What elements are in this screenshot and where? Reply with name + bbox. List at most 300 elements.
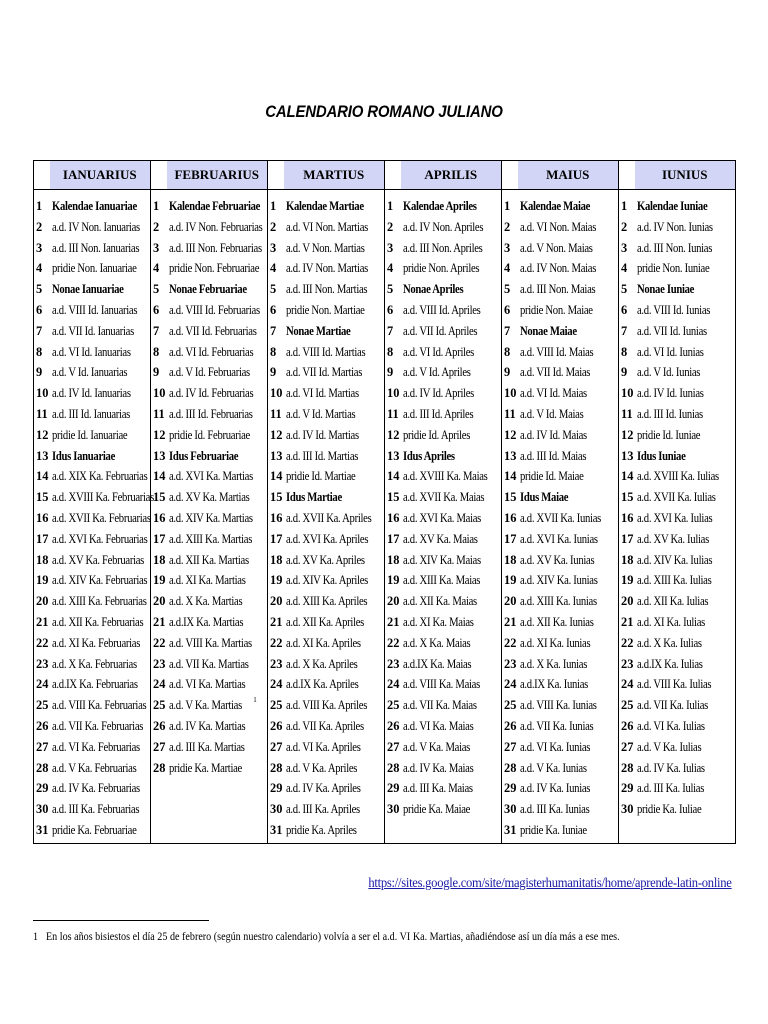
day-name (167, 508, 268, 529)
day-number: 6 (151, 300, 167, 321)
day-name (635, 820, 736, 843)
day-name (635, 425, 736, 446)
day-name (167, 425, 268, 446)
day-label: pridie Ka. Apriles (285, 822, 357, 837)
day-label: a.d. IV Id. Maias (519, 427, 587, 442)
day-name (401, 300, 502, 321)
day-label: pridie Ka. Februariae (51, 822, 137, 837)
day-name (167, 591, 268, 612)
day-number: 16 (619, 508, 635, 529)
day-label: a.d. V Id. Februarias (168, 365, 250, 380)
day-number: 23 (151, 654, 167, 675)
day-name (50, 716, 151, 737)
day-name (167, 217, 268, 238)
day-name (167, 529, 268, 550)
day-name (401, 404, 502, 425)
day-name (50, 550, 151, 571)
day-number: 13 (502, 446, 518, 467)
day-name (401, 529, 502, 550)
calendar-row (34, 758, 736, 779)
day-label: a.d. VI Id. Maias (519, 386, 587, 401)
day-label: Idus Martiae (285, 490, 342, 505)
day-number: 17 (268, 529, 284, 550)
day-number: 19 (385, 570, 401, 591)
day-name (167, 799, 268, 820)
day-name (635, 654, 736, 675)
day-label: a.d. VII Ka. Iulias (636, 698, 708, 713)
day-name (518, 404, 619, 425)
day-label: a.d. VII Id. Martias (285, 365, 362, 380)
day-number: 4 (385, 258, 401, 279)
day-number: 8 (34, 342, 50, 363)
day-label: a.d. XII Ka. Iunias (519, 614, 594, 629)
day-label: pridie Id. Ianuariae (51, 427, 127, 442)
day-label: a.d. VI Ka. Iunias (519, 739, 590, 754)
day-label: a.d. III Non. Apriles (402, 240, 483, 255)
day-label: a.d. VI Id. Februarias (168, 344, 253, 359)
day-number: 1 (619, 190, 635, 217)
day-number: 14 (268, 466, 284, 487)
day-name (401, 674, 502, 695)
day-label: pridie Ka. Iuliae (636, 802, 701, 817)
day-label: a.d. IV Ka. Apriles (285, 781, 361, 796)
day-label: a.d. XV Ka. Maias (402, 531, 478, 546)
day-number: 5 (385, 279, 401, 300)
day-label: a.d. XIX Ka. Februarias (51, 469, 147, 484)
month-number-header (385, 161, 401, 190)
day-label: a.d. VIII Ka. Iulias (636, 677, 711, 692)
day-number: 12 (151, 425, 167, 446)
day-number: 29 (385, 778, 401, 799)
day-number: 24 (619, 674, 635, 695)
day-name (50, 633, 151, 654)
day-label: a.d. VIII Id. Maias (519, 344, 593, 359)
day-label: a.d. XVI Ka. Iulias (636, 510, 712, 525)
day-label: a.d. XVI Ka. Februarias (51, 531, 147, 546)
day-name (284, 446, 385, 467)
day-name (635, 279, 736, 300)
day-label: a.d. VII Ka. Februarias (51, 718, 143, 733)
day-name (518, 383, 619, 404)
day-number: 30 (502, 799, 518, 820)
day-name (284, 383, 385, 404)
day-name (635, 612, 736, 633)
day-number: 3 (385, 238, 401, 259)
day-number: 31 (268, 820, 284, 843)
day-label: a.d. VIII Ka. Martias (168, 635, 252, 650)
day-name (401, 737, 502, 758)
day-number: 26 (385, 716, 401, 737)
day-label: a.d. IV Id. Iunias (636, 386, 704, 401)
day-number: 20 (385, 591, 401, 612)
day-number: 16 (268, 508, 284, 529)
day-name (50, 425, 151, 446)
day-number: 20 (34, 591, 50, 612)
day-label: a.d. V Ka. Iulias (636, 739, 701, 754)
month-number-header (619, 161, 635, 190)
day-label: a.d. XIII Ka. Apriles (285, 594, 367, 609)
day-name (284, 466, 385, 487)
day-name (635, 633, 736, 654)
day-number: 7 (502, 321, 518, 342)
day-name (518, 695, 619, 716)
day-number: 28 (619, 758, 635, 779)
day-label: a.d. XIV Ka. Februarias (51, 573, 147, 588)
day-label: a.d. VII Id. Februarias (168, 323, 257, 338)
day-number: 6 (502, 300, 518, 321)
day-label: a.d.IX Ka. Februarias (51, 677, 138, 692)
day-number: 13 (268, 446, 284, 467)
day-number: 1 (385, 190, 401, 217)
day-label: a.d. VI Ka. Februarias (51, 739, 140, 754)
day-label: a.d. III Non. Iunias (636, 240, 712, 255)
day-name (167, 279, 268, 300)
calendar-row (34, 258, 736, 279)
day-name (284, 654, 385, 675)
footnote-reference[interactable]: 1 (253, 696, 257, 705)
day-name (635, 799, 736, 820)
day-name (284, 778, 385, 799)
day-name (167, 258, 268, 279)
day-label: a.d. III Id. Ianuarias (51, 406, 130, 421)
day-name (50, 300, 151, 321)
day-number: 22 (619, 633, 635, 654)
day-number: 11 (34, 404, 50, 425)
day-name (635, 695, 736, 716)
day-name (167, 716, 268, 737)
day-label: a.d. V Ka. Apriles (285, 760, 357, 775)
day-name (518, 550, 619, 571)
day-label: a.d. IV Id. Martias (285, 427, 359, 442)
day-number: 12 (502, 425, 518, 446)
calendar-row (34, 383, 736, 404)
day-name (167, 654, 268, 675)
day-number: 5 (34, 279, 50, 300)
day-number: 19 (268, 570, 284, 591)
day-name (284, 695, 385, 716)
day-number: 6 (385, 300, 401, 321)
day-name (518, 570, 619, 591)
day-name (401, 425, 502, 446)
day-number: 29 (34, 778, 50, 799)
day-label: Nonae Martiae (285, 323, 350, 338)
day-label: a.d. V Ka. Februarias (51, 760, 136, 775)
day-label: a.d. XVIII Ka. Maias (402, 469, 488, 484)
day-number: 22 (268, 633, 284, 654)
day-name (401, 550, 502, 571)
day-number: 18 (619, 550, 635, 571)
day-label: a.d. V Ka. Maias (402, 739, 470, 754)
day-number: 29 (268, 778, 284, 799)
day-name (401, 799, 502, 820)
day-number: 20 (619, 591, 635, 612)
site-link[interactable]: https://sites.google.com/site/magisterhumanitatis/home/aprende-latin-online (368, 876, 732, 891)
day-name (167, 550, 268, 571)
day-label: a.d. X Ka. Iunias (519, 656, 587, 671)
day-label: a.d. VIII Ka. Februarias (51, 698, 146, 713)
day-label: a.d. V Id. Iunias (636, 365, 700, 380)
day-label: Idus Maiae (519, 490, 568, 505)
day-number: 30 (34, 799, 50, 820)
day-number: 21 (502, 612, 518, 633)
day-name (635, 190, 736, 217)
calendar-row (34, 778, 736, 799)
day-name (284, 321, 385, 342)
day-name (167, 466, 268, 487)
day-name (50, 654, 151, 675)
day-name (50, 737, 151, 758)
day-label: a.d. VIII Ka. Iunias (519, 698, 597, 713)
day-name (635, 466, 736, 487)
day-label: pridie Id. Maiae (519, 469, 584, 484)
day-label: a.d. XVI Ka. Maias (402, 510, 481, 525)
day-label: a.d.IX Ka. Apriles (285, 677, 358, 692)
day-name (167, 778, 268, 799)
day-name (635, 508, 736, 529)
day-number: 17 (619, 529, 635, 550)
day-name (401, 362, 502, 383)
day-name (284, 404, 385, 425)
day-number: 23 (619, 654, 635, 675)
day-label: Nonae Februariae (168, 282, 247, 297)
day-number: 4 (619, 258, 635, 279)
day-label: a.d. VI Ka. Apriles (285, 739, 361, 754)
day-label: a.d. XI Ka. Iulias (636, 614, 705, 629)
calendar-row (34, 321, 736, 342)
day-label: pridie Ka. Maiae (402, 802, 470, 817)
day-number: 2 (268, 217, 284, 238)
day-label: a.d. VI Ka. Iulias (636, 718, 705, 733)
day-label: a.d. VII Ka. Iunias (519, 718, 593, 733)
day-number (619, 820, 635, 843)
day-label: a.d. III Ka. Iunias (519, 802, 589, 817)
day-number: 17 (151, 529, 167, 550)
day-number: 21 (619, 612, 635, 633)
day-name (50, 508, 151, 529)
day-number: 9 (34, 362, 50, 383)
day-number: 11 (502, 404, 518, 425)
calendar-row (34, 612, 736, 633)
day-label: a.d. III Id. Martias (285, 448, 358, 463)
day-number: 14 (34, 466, 50, 487)
day-label: a.d. III Id. Maias (519, 448, 586, 463)
day-number: 27 (34, 737, 50, 758)
day-number: 11 (268, 404, 284, 425)
day-label: a.d. XI Ka. Iunias (519, 635, 590, 650)
day-number: 13 (151, 446, 167, 467)
day-number: 4 (268, 258, 284, 279)
month-name-aprilis: APRILIS (401, 161, 502, 190)
day-name (518, 279, 619, 300)
day-label: a.d. III Ka. Iulias (636, 781, 704, 796)
day-label: pridie Ka. Martiae (168, 760, 242, 775)
day-name (401, 591, 502, 612)
calendar-row (34, 633, 736, 654)
day-name (635, 550, 736, 571)
day-number: 2 (151, 217, 167, 238)
day-name (518, 529, 619, 550)
day-name (167, 487, 268, 508)
day-number: 7 (151, 321, 167, 342)
day-name (635, 487, 736, 508)
day-number: 8 (502, 342, 518, 363)
day-label: a.d. VIII Ka. Maias (402, 677, 480, 692)
day-label: a.d. XIII Ka. Iunias (519, 594, 597, 609)
day-label: Nonae Iuniae (636, 282, 694, 297)
day-name (401, 342, 502, 363)
day-label: Nonae Ianuariae (51, 282, 124, 297)
calendar-row (34, 591, 736, 612)
day-label: a.d. X Ka. Apriles (285, 656, 358, 671)
day-name (50, 190, 151, 217)
day-label: pridie Id. Martiae (285, 469, 355, 484)
day-label: a.d. XV Ka. Martias (168, 490, 250, 505)
day-label: a.d. III Non. Martias (285, 282, 367, 297)
footnote-number: 1 (33, 931, 39, 943)
day-name (284, 362, 385, 383)
day-number: 4 (151, 258, 167, 279)
day-label: Kalendae Maiae (519, 199, 590, 213)
day-name (635, 674, 736, 695)
day-label: a.d. III Non. Februarias (168, 240, 262, 255)
day-number: 28 (34, 758, 50, 779)
day-name (284, 674, 385, 695)
day-name (50, 217, 151, 238)
day-name (50, 612, 151, 633)
day-label: a.d. IV Ka. Maias (402, 760, 473, 775)
calendar-row (34, 300, 736, 321)
day-number: 22 (34, 633, 50, 654)
day-label: a.d.IX Ka. Iunias (519, 677, 588, 692)
month-number-header (268, 161, 284, 190)
day-label: Kalendae Ianuariae (51, 199, 137, 213)
day-name (50, 404, 151, 425)
day-name (167, 737, 268, 758)
day-label: a.d. IV Non. Februarias (168, 219, 262, 234)
day-number: 30 (268, 799, 284, 820)
day-name (284, 487, 385, 508)
day-label: a.d. V Ka. Martias (168, 698, 242, 713)
day-label: a.d. X Ka. Martias (168, 594, 242, 609)
day-label: a.d. V Id. Ianuarias (51, 365, 127, 380)
day-name (635, 300, 736, 321)
day-name (50, 695, 151, 716)
day-label: a.d. IV Ka. Iulias (636, 760, 705, 775)
day-name (167, 820, 268, 843)
month-number-header (34, 161, 50, 190)
day-label: a.d. IV Id. Ianuarias (51, 386, 131, 401)
day-label: a.d. XII Ka. Maias (402, 594, 477, 609)
day-name (635, 404, 736, 425)
day-number: 16 (502, 508, 518, 529)
day-name (167, 300, 268, 321)
day-label: a.d. X Ka. Maias (402, 635, 470, 650)
day-number: 25 (34, 695, 50, 716)
day-number: 23 (502, 654, 518, 675)
day-number: 10 (151, 383, 167, 404)
calendar-row (34, 654, 736, 675)
day-label: a.d. XIV Ka. Apriles (285, 573, 368, 588)
day-number: 24 (34, 674, 50, 695)
day-label: a.d. IV Ka. Iunias (519, 781, 590, 796)
day-label: Idus Ianuariae (51, 448, 115, 463)
day-number: 15 (385, 487, 401, 508)
day-name (518, 217, 619, 238)
footnote-divider (33, 920, 209, 921)
day-name (401, 612, 502, 633)
day-number: 25 (151, 695, 167, 716)
day-name (518, 737, 619, 758)
day-number: 25 (268, 695, 284, 716)
day-label: a.d. XVI Ka. Apriles (285, 531, 368, 546)
day-label: a.d. XIII Ka. Maias (402, 573, 480, 588)
day-name (284, 508, 385, 529)
day-name (401, 279, 502, 300)
calendar-row (34, 279, 736, 300)
day-label: a.d. IV Non. Apriles (402, 219, 483, 234)
day-name (284, 737, 385, 758)
calendar-row (34, 716, 736, 737)
day-label: a.d. XV Ka. Iulias (636, 531, 709, 546)
day-label: a.d. VII Id. Maias (519, 365, 590, 380)
day-name (284, 716, 385, 737)
day-name (50, 758, 151, 779)
day-name (635, 217, 736, 238)
day-label: a.d. V Id. Apriles (402, 365, 471, 380)
day-label: a.d. XVII Ka. Iunias (519, 510, 601, 525)
day-number: 14 (385, 466, 401, 487)
day-name (518, 446, 619, 467)
day-label: Idus Februariae (168, 448, 238, 463)
day-number: 23 (34, 654, 50, 675)
day-number: 28 (151, 758, 167, 779)
day-name (167, 612, 268, 633)
day-number: 8 (268, 342, 284, 363)
day-label: a.d. VIII Id. Apriles (402, 302, 481, 317)
day-name (401, 321, 502, 342)
day-number: 21 (268, 612, 284, 633)
day-name (167, 404, 268, 425)
day-number: 18 (268, 550, 284, 571)
day-label: a.d. XIII Ka. Martias (168, 531, 252, 546)
day-label: a.d. XIV Ka. Iunias (519, 573, 598, 588)
day-name (167, 362, 268, 383)
day-number: 28 (502, 758, 518, 779)
day-number: 10 (385, 383, 401, 404)
day-label: a.d. XI Ka. Apriles (285, 635, 361, 650)
day-label: a.d. XII Ka. Apriles (285, 614, 364, 629)
month-header-row (34, 161, 736, 190)
month-number-header (502, 161, 518, 190)
day-label: Kalendae Februariae (168, 199, 260, 213)
day-label: a.d. VII Id. Ianuarias (51, 323, 134, 338)
day-label: a.d.IX Ka. Maias (402, 656, 471, 671)
day-name (284, 279, 385, 300)
day-number: 17 (34, 529, 50, 550)
day-name (401, 258, 502, 279)
day-name (401, 238, 502, 259)
day-name (635, 716, 736, 737)
day-name (518, 633, 619, 654)
day-number: 13 (619, 446, 635, 467)
day-name (635, 342, 736, 363)
day-number: 1 (151, 190, 167, 217)
day-label: a.d. III Ka. Martias (168, 739, 245, 754)
day-number: 9 (151, 362, 167, 383)
day-name (284, 425, 385, 446)
day-label: a.d. III Ka. Februarias (51, 802, 139, 817)
day-label: a.d. VI Id. Martias (285, 386, 359, 401)
